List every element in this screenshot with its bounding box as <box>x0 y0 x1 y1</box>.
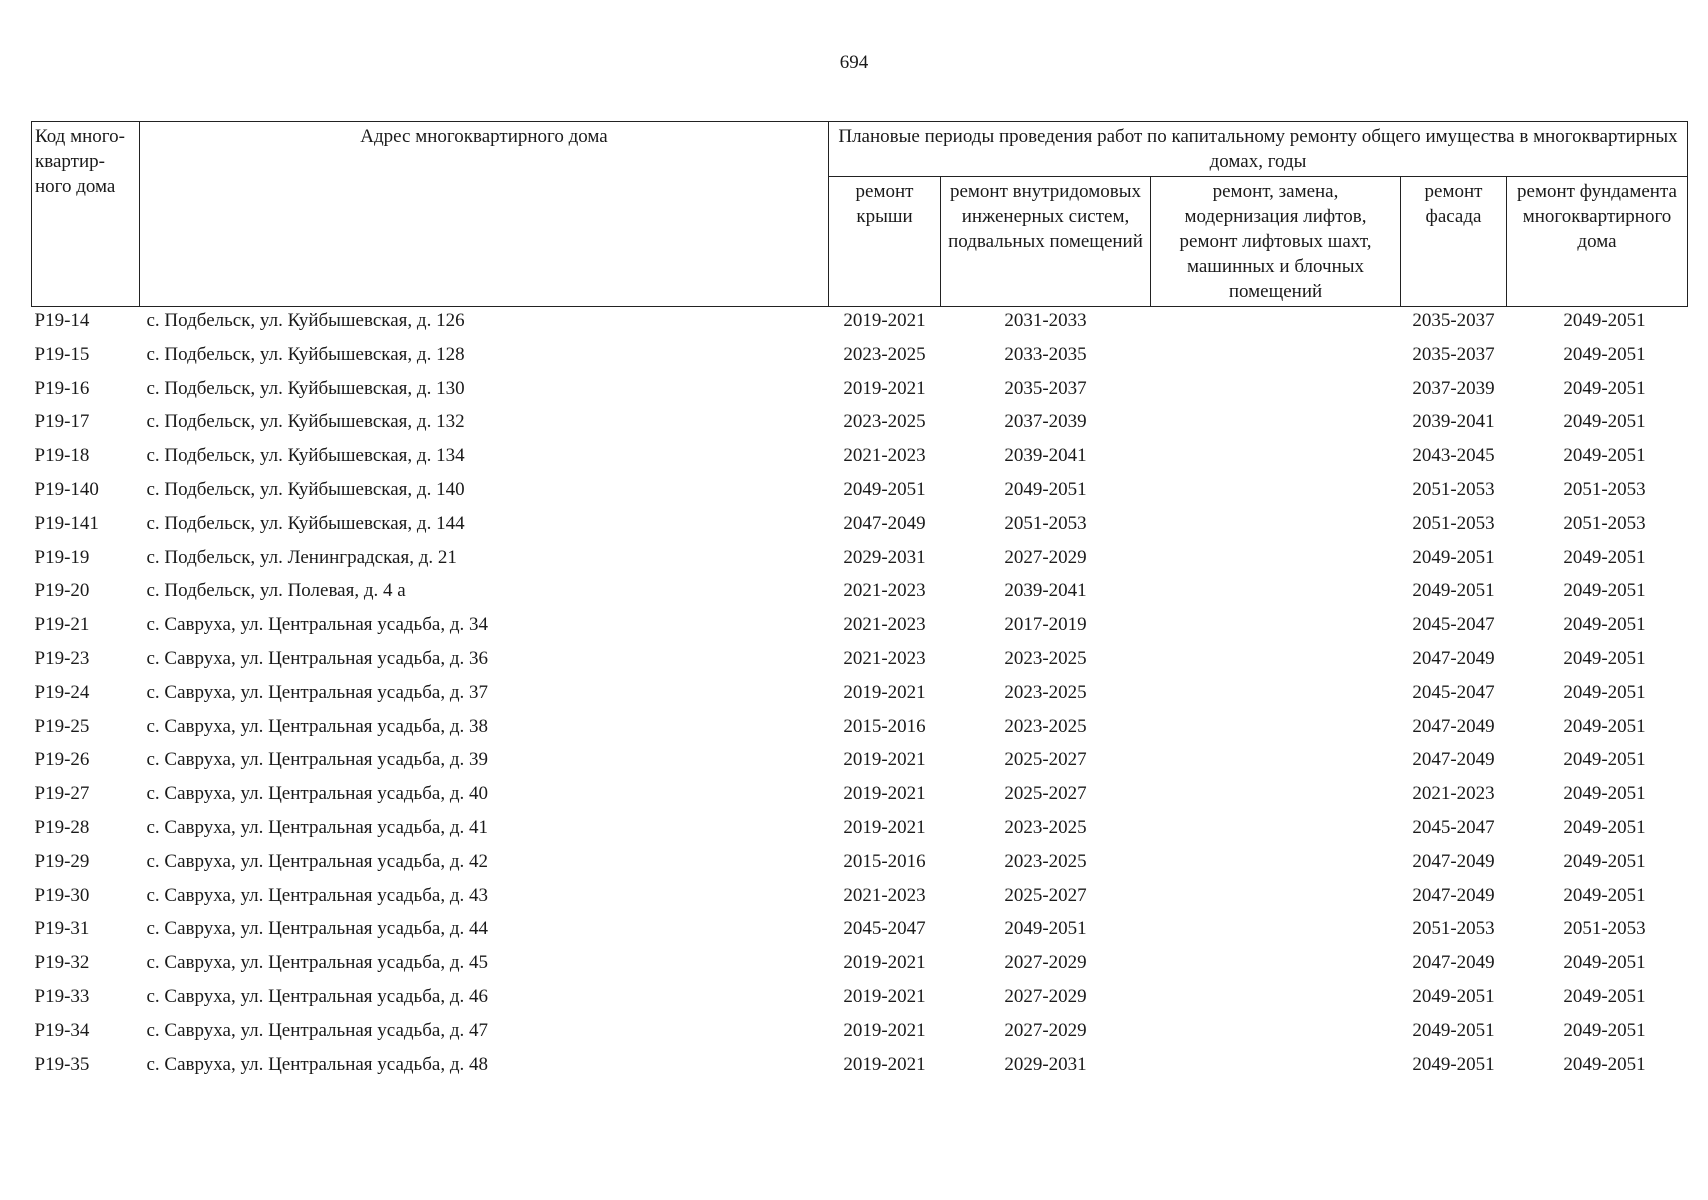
cell-foundation: 2049-2051 <box>1563 580 1646 602</box>
cell-foundation: 2049-2051 <box>1563 681 1646 703</box>
cell-foundation: 2051-2053 <box>1563 512 1646 534</box>
cell-code: Р19-141 <box>34 512 99 534</box>
cell-facade: 2049-2051 <box>1412 580 1495 602</box>
cell-code: Р19-32 <box>34 952 90 974</box>
cell-code: Р19-30 <box>34 884 90 906</box>
cell-roof: 2019-2021 <box>843 749 926 771</box>
cell-foundation: 2049-2051 <box>1563 1053 1646 1075</box>
cell-facade: 2045-2047 <box>1412 681 1495 703</box>
cell-address: с. Савруха, ул. Центральная усадьба, д. 38 <box>146 715 488 737</box>
cell-code: Р19-20 <box>34 580 90 602</box>
cell-facade: 2047-2049 <box>1412 749 1495 771</box>
cell-engineering: 2051-2053 <box>1004 512 1087 534</box>
cell-engineering: 2025-2027 <box>1004 749 1087 771</box>
cell-engineering: 2017-2019 <box>1004 614 1087 636</box>
cell-lifts <box>1151 983 1401 1017</box>
cell-foundation: 2049-2051 <box>1563 749 1646 771</box>
cell-code: Р19-26 <box>34 749 90 771</box>
cell-roof: 2019-2021 <box>843 985 926 1007</box>
cell-roof: 2019-2021 <box>843 377 926 399</box>
cell-code: Р19-23 <box>34 647 90 669</box>
cell-facade: 2047-2049 <box>1412 850 1495 872</box>
cell-engineering: 2049-2051 <box>1004 918 1087 940</box>
cell-lifts <box>1151 679 1401 713</box>
table-body <box>32 307 1688 1085</box>
table-row <box>32 375 1688 409</box>
cell-lifts <box>1151 476 1401 510</box>
cell-lifts <box>1151 544 1401 578</box>
table-row <box>32 814 1688 848</box>
cell-engineering: 2033-2035 <box>1004 343 1087 365</box>
cell-foundation: 2049-2051 <box>1563 816 1646 838</box>
table-header <box>32 122 1688 307</box>
cell-foundation: 2049-2051 <box>1563 411 1646 433</box>
table-row <box>32 510 1688 544</box>
table-row <box>32 713 1688 747</box>
cell-address: с. Подбельск, ул. Куйбышевская, д. 140 <box>146 478 465 500</box>
cell-code: Р19-14 <box>34 310 90 331</box>
cell-code: Р19-15 <box>34 343 90 365</box>
cell-lifts <box>1151 341 1401 375</box>
cell-lifts <box>1151 882 1401 916</box>
cell-address: с. Савруха, ул. Центральная усадьба, д. 46 <box>146 985 488 1007</box>
cell-lifts <box>1151 645 1401 679</box>
table-row <box>32 476 1688 510</box>
cell-facade: 2035-2037 <box>1412 343 1495 365</box>
cell-engineering: 2027-2029 <box>1004 985 1087 1007</box>
header-code: Код много-квартир-ного дома <box>32 122 140 307</box>
cell-foundation: 2049-2051 <box>1563 614 1646 636</box>
cell-lifts <box>1151 577 1401 611</box>
cell-roof: 2021-2023 <box>843 614 926 636</box>
cell-roof: 2045-2047 <box>843 918 926 940</box>
cell-foundation: 2051-2053 <box>1563 478 1646 500</box>
cell-address: с. Савруха, ул. Центральная усадьба, д. 43 <box>146 884 488 906</box>
table-row <box>32 408 1688 442</box>
cell-facade: 2045-2047 <box>1412 614 1495 636</box>
cell-engineering: 2039-2041 <box>1004 580 1087 602</box>
header-facade: ремонт фасада <box>1401 177 1507 307</box>
cell-foundation: 2049-2051 <box>1563 952 1646 974</box>
cell-engineering: 2037-2039 <box>1004 411 1087 433</box>
cell-engineering: 2023-2025 <box>1004 681 1087 703</box>
cell-foundation: 2049-2051 <box>1563 884 1646 906</box>
cell-lifts <box>1151 1051 1401 1085</box>
cell-roof: 2021-2023 <box>843 884 926 906</box>
cell-code: Р19-17 <box>34 411 90 433</box>
cell-engineering: 2023-2025 <box>1004 816 1087 838</box>
table-row <box>32 848 1688 882</box>
cell-facade: 2043-2045 <box>1412 445 1495 467</box>
cell-roof: 2021-2023 <box>843 580 926 602</box>
cell-lifts <box>1151 746 1401 780</box>
cell-address: с. Подбельск, ул. Куйбышевская, д. 128 <box>146 343 465 365</box>
table-row <box>32 983 1688 1017</box>
cell-facade: 2049-2051 <box>1412 546 1495 568</box>
cell-facade: 2051-2053 <box>1412 512 1495 534</box>
table-row <box>32 915 1688 949</box>
cell-facade: 2049-2051 <box>1412 985 1495 1007</box>
cell-lifts <box>1151 375 1401 409</box>
cell-foundation: 2049-2051 <box>1563 647 1646 669</box>
cell-foundation: 2049-2051 <box>1563 985 1646 1007</box>
cell-foundation: 2049-2051 <box>1563 445 1646 467</box>
cell-roof: 2029-2031 <box>843 546 926 568</box>
cell-facade: 2049-2051 <box>1412 1019 1495 1041</box>
cell-address: с. Савруха, ул. Центральная усадьба, д. 40 <box>146 783 488 805</box>
cell-roof: 2021-2023 <box>843 647 926 669</box>
table-row <box>32 611 1688 645</box>
page-number: 694 <box>839 52 869 73</box>
table-row <box>32 307 1688 341</box>
cell-facade: 2051-2053 <box>1412 478 1495 500</box>
cell-engineering: 2025-2027 <box>1004 884 1087 906</box>
cell-foundation: 2049-2051 <box>1563 546 1646 568</box>
cell-lifts <box>1151 949 1401 983</box>
cell-facade: 2039-2041 <box>1412 411 1495 433</box>
cell-address: с. Савруха, ул. Центральная усадьба, д. 41 <box>146 816 488 838</box>
cell-engineering: 2029-2031 <box>1004 1053 1087 1075</box>
cell-address: с. Савруха, ул. Центральная усадьба, д. 37 <box>146 681 488 703</box>
table-row <box>32 1051 1688 1085</box>
cell-roof: 2049-2051 <box>843 478 926 500</box>
cell-engineering: 2027-2029 <box>1004 952 1087 974</box>
cell-roof: 2019-2021 <box>843 1019 926 1041</box>
cell-roof: 2023-2025 <box>843 343 926 365</box>
cell-foundation: 2049-2051 <box>1563 783 1646 805</box>
cell-code: Р19-140 <box>34 478 99 500</box>
cell-foundation: 2049-2051 <box>1563 715 1646 737</box>
cell-code: Р19-19 <box>34 546 90 568</box>
cell-address: с. Савруха, ул. Центральная усадьба, д. 39 <box>146 749 488 771</box>
table-row <box>32 746 1688 780</box>
cell-lifts <box>1151 1017 1401 1051</box>
cell-roof: 2015-2016 <box>843 850 926 872</box>
cell-roof: 2019-2021 <box>843 783 926 805</box>
cell-facade: 2021-2023 <box>1412 783 1495 805</box>
cell-roof: 2023-2025 <box>843 411 926 433</box>
cell-code: Р19-31 <box>34 918 90 940</box>
table-row <box>32 341 1688 375</box>
cell-lifts <box>1151 510 1401 544</box>
cell-code: Р19-18 <box>34 445 90 467</box>
cell-code: Р19-16 <box>34 377 90 399</box>
cell-foundation: 2049-2051 <box>1563 310 1646 331</box>
cell-foundation: 2049-2051 <box>1563 343 1646 365</box>
cell-address: с. Савруха, ул. Центральная усадьба, д. 36 <box>146 647 488 669</box>
cell-roof: 2019-2021 <box>843 816 926 838</box>
cell-facade: 2049-2051 <box>1412 1053 1495 1075</box>
cell-foundation: 2049-2051 <box>1563 1019 1646 1041</box>
cell-address: с. Подбельск, ул. Куйбышевская, д. 132 <box>146 411 465 433</box>
cell-roof: 2019-2021 <box>843 952 926 974</box>
cell-engineering: 2031-2033 <box>1004 310 1087 331</box>
cell-facade: 2047-2049 <box>1412 884 1495 906</box>
cell-code: Р19-33 <box>34 985 90 1007</box>
plan-table-container <box>31 121 1688 1084</box>
cell-foundation: 2049-2051 <box>1563 377 1646 399</box>
table-row <box>32 645 1688 679</box>
cell-facade: 2051-2053 <box>1412 918 1495 940</box>
cell-address: с. Савруха, ул. Центральная усадьба, д. 48 <box>146 1053 488 1075</box>
cell-engineering: 2039-2041 <box>1004 445 1087 467</box>
cell-lifts <box>1151 442 1401 476</box>
table-row <box>32 1017 1688 1051</box>
cell-engineering: 2023-2025 <box>1004 850 1087 872</box>
cell-code: Р19-34 <box>34 1019 90 1041</box>
cell-engineering: 2027-2029 <box>1004 1019 1087 1041</box>
cell-engineering: 2027-2029 <box>1004 546 1087 568</box>
cell-code: Р19-24 <box>34 681 90 703</box>
table-row <box>32 577 1688 611</box>
table-row <box>32 679 1688 713</box>
cell-facade: 2035-2037 <box>1412 310 1495 331</box>
cell-facade: 2047-2049 <box>1412 715 1495 737</box>
cell-address: с. Подбельск, ул. Куйбышевская, д. 130 <box>146 377 465 399</box>
table-row <box>32 949 1688 983</box>
cell-roof: 2019-2021 <box>843 1053 926 1075</box>
cell-address: с. Подбельск, ул. Ленинградская, д. 21 <box>146 546 457 568</box>
cell-facade: 2047-2049 <box>1412 647 1495 669</box>
cell-lifts <box>1151 848 1401 882</box>
cell-address: с. Савруха, ул. Центральная усадьба, д. 44 <box>146 918 488 940</box>
cell-address: с. Подбельск, ул. Куйбышевская, д. 144 <box>146 512 465 534</box>
cell-lifts <box>1151 713 1401 747</box>
cell-address: с. Савруха, ул. Центральная усадьба, д. 34 <box>146 614 488 636</box>
cell-roof: 2019-2021 <box>843 310 926 331</box>
cell-roof: 2019-2021 <box>843 681 926 703</box>
table-row <box>32 442 1688 476</box>
cell-address: с. Савруха, ул. Центральная усадьба, д. 45 <box>146 952 488 974</box>
cell-foundation: 2049-2051 <box>1563 850 1646 872</box>
table-row <box>32 882 1688 916</box>
header-roof: ремонт крыши <box>829 177 941 307</box>
cell-engineering: 2025-2027 <box>1004 783 1087 805</box>
cell-address: с. Подбельск, ул. Полевая, д. 4 а <box>146 580 406 602</box>
cell-address: с. Подбельск, ул. Куйбышевская, д. 126 <box>146 310 465 331</box>
cell-code: Р19-29 <box>34 850 90 872</box>
cell-address: с. Подбельск, ул. Куйбышевская, д. 134 <box>146 445 465 467</box>
cell-address: с. Савруха, ул. Центральная усадьба, д. 47 <box>146 1019 488 1041</box>
cell-lifts <box>1151 814 1401 848</box>
cell-foundation: 2051-2053 <box>1563 918 1646 940</box>
cell-lifts <box>1151 408 1401 442</box>
header-foundation: ремонт фундамента многоквартирного дома <box>1507 177 1688 307</box>
cell-roof: 2015-2016 <box>843 715 926 737</box>
cell-code: Р19-25 <box>34 715 90 737</box>
cell-code: Р19-35 <box>34 1053 90 1075</box>
cell-engineering: 2023-2025 <box>1004 647 1087 669</box>
header-lifts: ремонт, замена, модернизация лифтов, ремонт лифтовых шахт, машинных и блочных помещений <box>1151 177 1401 307</box>
cell-code: Р19-28 <box>34 816 90 838</box>
cell-engineering: 2023-2025 <box>1004 715 1087 737</box>
header-address: Адрес многоквартирного дома <box>140 122 829 307</box>
cell-lifts <box>1151 307 1401 341</box>
cell-roof: 2021-2023 <box>843 445 926 467</box>
cell-engineering: 2035-2037 <box>1004 377 1087 399</box>
table-row <box>32 780 1688 814</box>
header-engineering: ремонт внутридомовых инженерных систем, подвальных помещений <box>941 177 1151 307</box>
cell-address: с. Савруха, ул. Центральная усадьба, д. 42 <box>146 850 488 872</box>
cell-facade: 2045-2047 <box>1412 816 1495 838</box>
cell-lifts <box>1151 780 1401 814</box>
cell-engineering: 2049-2051 <box>1004 478 1087 500</box>
cell-roof: 2047-2049 <box>843 512 926 534</box>
cell-lifts <box>1151 611 1401 645</box>
cell-lifts <box>1151 915 1401 949</box>
cell-code: Р19-27 <box>34 783 90 805</box>
header-planned-periods: Плановые периоды проведения работ по капитальному ремонту общего имущества в многоквартирных домах, годы <box>829 122 1688 177</box>
table-row <box>32 544 1688 578</box>
cell-facade: 2037-2039 <box>1412 377 1495 399</box>
cell-code: Р19-21 <box>34 614 90 636</box>
capital-repair-plan-table <box>31 121 1688 1084</box>
cell-facade: 2047-2049 <box>1412 952 1495 974</box>
